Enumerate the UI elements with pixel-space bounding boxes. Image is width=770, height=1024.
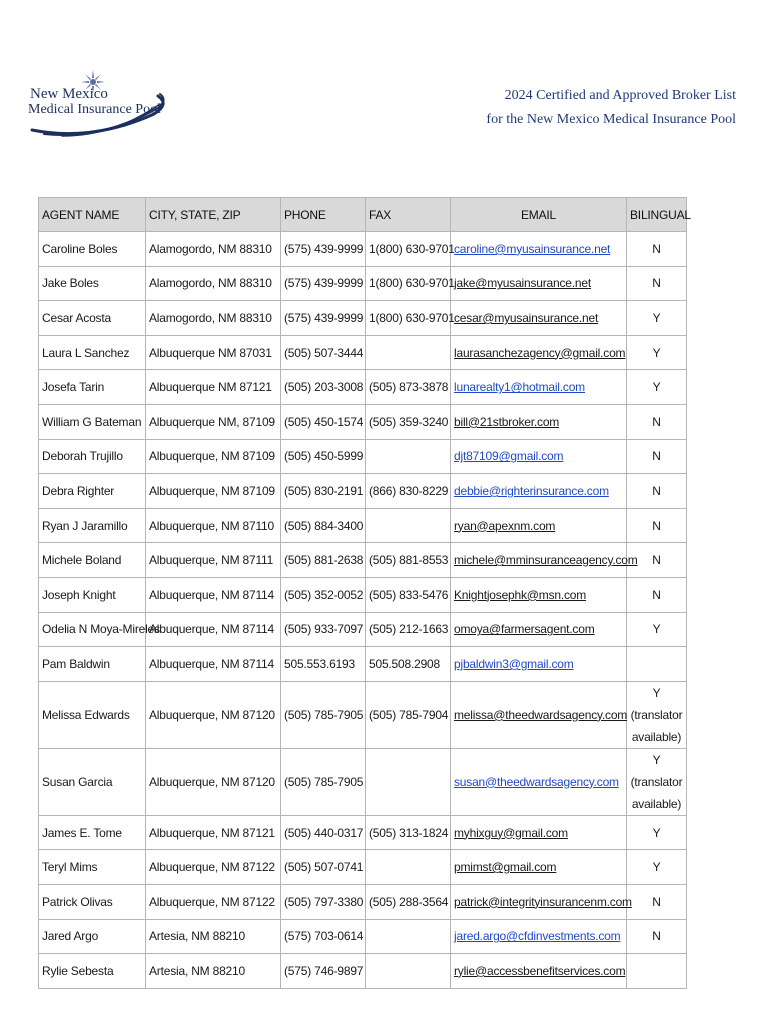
phone-cell: (505) 797-3380 xyxy=(281,884,366,919)
city-cell: Albuquerque, NM 87121 xyxy=(146,815,281,850)
city-cell: Albuquerque NM 87121 xyxy=(146,370,281,405)
bilingual-cell: N xyxy=(627,508,687,543)
table-row xyxy=(39,370,687,405)
agent-name-cell: Cesar Acosta xyxy=(39,301,146,336)
fax-cell xyxy=(366,439,451,474)
phone-cell: (575) 746-9897 xyxy=(281,954,366,989)
col-phone: PHONE xyxy=(281,198,366,232)
email-link[interactable]: susan@theedwardsagency.com xyxy=(454,774,619,789)
agent-name-cell: Laura L Sanchez xyxy=(39,335,146,370)
email-cell xyxy=(451,404,627,439)
fax-cell: (505) 288-3564 xyxy=(366,884,451,919)
city-cell: Albuquerque, NM 87120 xyxy=(146,681,281,748)
fax-cell: 1(800) 630-9701 xyxy=(366,266,451,301)
agent-name-cell: Melissa Edwards xyxy=(39,681,146,748)
email-cell xyxy=(451,884,632,919)
agent-name-cell: Susan Garcia xyxy=(39,748,146,815)
email-cell xyxy=(451,850,627,885)
email-cell xyxy=(451,439,627,474)
email-cell xyxy=(451,577,627,612)
phone-cell: (575) 439-9999 xyxy=(281,266,366,301)
email-cell xyxy=(451,370,627,405)
bilingual-cell: N xyxy=(627,266,687,301)
city-cell: Artesia, NM 88210 xyxy=(146,954,281,989)
fax-cell xyxy=(366,850,451,885)
email-cell xyxy=(451,815,627,850)
table-row xyxy=(39,954,687,989)
city-cell: Albuquerque, NM 87114 xyxy=(146,577,281,612)
table-row xyxy=(39,884,687,919)
email-cell xyxy=(451,301,627,336)
phone-cell: (505) 830-2191 xyxy=(281,474,366,509)
email-cell xyxy=(451,335,627,370)
email-cell xyxy=(451,543,638,578)
phone-cell: (505) 440-0317 xyxy=(281,815,366,850)
bilingual-cell: N xyxy=(627,577,687,612)
agent-name-cell: Deborah Trujillo xyxy=(39,439,146,474)
agent-name-cell: Pam Baldwin xyxy=(39,647,146,682)
phone-cell: (505) 933-7097 xyxy=(281,612,366,647)
table-row xyxy=(39,577,687,612)
bilingual-cell: Y xyxy=(627,815,687,850)
phone-cell: (505) 450-1574 xyxy=(281,404,366,439)
email-link[interactable]: laurasanchezagency@gmail.com xyxy=(454,345,626,360)
phone-cell: (575) 703-0614 xyxy=(281,919,366,954)
bilingual-cell: N xyxy=(627,884,687,919)
city-cell: Alamogordo, NM 88310 xyxy=(146,266,281,301)
email-cell xyxy=(451,232,627,267)
agent-name-cell: Jared Argo xyxy=(39,919,146,954)
bilingual-cell: Y xyxy=(627,612,687,647)
col-email: EMAIL xyxy=(451,198,627,232)
fax-cell xyxy=(366,954,451,989)
fax-cell: (505) 873-3878 xyxy=(366,370,451,405)
broker-table xyxy=(38,197,691,989)
email-cell xyxy=(451,508,627,543)
bilingual-cell: N xyxy=(627,404,687,439)
agent-name-cell: Ryan J Jaramillo xyxy=(39,508,146,543)
email-link[interactable]: patrick@integrityinsurancenm.com xyxy=(454,894,632,909)
fax-cell xyxy=(366,919,451,954)
city-cell: Albuquerque, NM 87122 xyxy=(146,850,281,885)
table-header-row xyxy=(39,198,687,232)
phone-cell: (505) 450-5999 xyxy=(281,439,366,474)
bilingual-cell: Y xyxy=(627,335,687,370)
email-link[interactable]: bill@21stbroker.com xyxy=(454,414,560,429)
email-link[interactable]: debbie@righterinsurance.com xyxy=(454,483,609,498)
email-cell xyxy=(451,954,627,989)
table-row xyxy=(39,681,687,748)
table-row xyxy=(39,647,687,682)
bilingual-cell xyxy=(627,647,687,682)
email-link[interactable]: omoya@farmersagent.com xyxy=(454,622,595,637)
table-row xyxy=(39,850,687,885)
fax-cell: (505) 881-8553 xyxy=(366,543,451,578)
table-row xyxy=(39,612,687,647)
agent-name-cell: Michele Boland xyxy=(39,543,146,578)
table-row xyxy=(39,301,687,336)
fax-cell xyxy=(366,748,451,815)
agent-name-cell: Josefa Tarin xyxy=(39,370,146,405)
bilingual-cell: Y xyxy=(627,370,687,405)
col-agent-name: AGENT NAME xyxy=(39,198,146,232)
agent-name-cell: Joseph Knight xyxy=(39,577,146,612)
city-cell: Alamogordo, NM 88310 xyxy=(146,301,281,336)
bilingual-cell: Y xyxy=(627,301,687,336)
logo-org-line1: New Mexico xyxy=(30,86,108,102)
email-link[interactable]: melissa@theedwardsagency.com xyxy=(454,707,628,722)
email-link[interactable]: jake@myusainsurance.net xyxy=(454,276,591,291)
phone-cell: (575) 439-9999 xyxy=(281,301,366,336)
phone-cell: (505) 785-7905 xyxy=(281,681,366,748)
email-link[interactable]: rylie@accessbenefitservices.com xyxy=(454,963,626,978)
city-cell: Albuquerque, NM 87120 xyxy=(146,748,281,815)
email-cell xyxy=(451,748,627,815)
table-row xyxy=(39,404,687,439)
phone-cell: (505) 785-7905 xyxy=(281,748,366,815)
bilingual-cell: Y (translator available) xyxy=(627,681,687,748)
title-line2: for the New Mexico Medical Insurance Pool xyxy=(486,112,736,127)
fax-cell: (505) 833-5476 xyxy=(366,577,451,612)
city-cell: Albuquerque, NM 87109 xyxy=(146,474,281,509)
email-link[interactable]: michele@mminsuranceagency.com xyxy=(454,553,638,568)
agent-name-cell: Rylie Sebesta xyxy=(39,954,146,989)
bilingual-cell: N xyxy=(627,543,687,578)
city-cell: Albuquerque, NM 87122 xyxy=(146,884,281,919)
city-cell: Albuquerque NM, 87109 xyxy=(146,404,281,439)
email-link[interactable]: jared.argo@cfdinvestments.com xyxy=(454,929,621,944)
bilingual-cell: Y (translator available) xyxy=(627,748,687,815)
phone-cell: (505) 507-3444 xyxy=(281,335,366,370)
city-cell: Albuquerque, NM 87114 xyxy=(146,612,281,647)
col-fax: FAX xyxy=(366,198,451,232)
fax-cell: (866) 830-8229 xyxy=(366,474,451,509)
agent-name-cell: Odelia N Moya-Mireles xyxy=(39,612,146,647)
email-link[interactable]: pjbaldwin3@gmail.com xyxy=(454,656,574,671)
email-cell xyxy=(451,647,627,682)
bilingual-cell: N xyxy=(627,232,687,267)
bilingual-cell: N xyxy=(627,919,687,954)
agent-name-cell: Jake Boles xyxy=(39,266,146,301)
fax-cell: (505) 359-3240 xyxy=(366,404,451,439)
email-link[interactable]: Knightjosephk@msn.com xyxy=(454,587,587,602)
bilingual-cell: N xyxy=(627,474,687,509)
email-cell xyxy=(451,474,627,509)
fax-cell xyxy=(366,508,451,543)
bilingual-cell: N xyxy=(627,439,687,474)
phone-cell: (505) 881-2638 xyxy=(281,543,366,578)
fax-cell: (505) 785-7904 xyxy=(366,681,451,748)
bilingual-cell: Y xyxy=(627,850,687,885)
phone-cell: (505) 352-0052 xyxy=(281,577,366,612)
agent-name-cell: William G Bateman xyxy=(39,404,146,439)
agent-name-cell: Patrick Olivas xyxy=(39,884,146,919)
col-bilingual: BILINGUAL xyxy=(627,198,687,232)
fax-cell: 1(800) 630-9701 xyxy=(366,301,451,336)
table-row xyxy=(39,335,687,370)
email-link[interactable]: caroline@myusainsurance.net xyxy=(454,241,611,256)
col-city-state-zip: CITY, STATE, ZIP xyxy=(146,198,281,232)
fax-cell: (505) 313-1824 xyxy=(366,815,451,850)
phone-cell: 505.553.6193 xyxy=(281,647,366,682)
city-cell: Albuquerque, NM 87109 xyxy=(146,439,281,474)
table-row xyxy=(39,508,687,543)
logo-org-line2: Medical Insurance Pool xyxy=(28,102,161,117)
bilingual-cell xyxy=(627,954,687,989)
email-link[interactable]: djt87109@gmail.com xyxy=(454,449,564,464)
fax-cell: (505) 212-1663 xyxy=(366,612,451,647)
fax-cell: 1(800) 630-9701 xyxy=(366,232,451,267)
email-cell xyxy=(451,681,627,748)
phone-cell: (505) 884-3400 xyxy=(281,508,366,543)
agent-name-cell: Debra Righter xyxy=(39,474,146,509)
table-row xyxy=(39,232,687,267)
table-row xyxy=(39,919,687,954)
email-cell xyxy=(451,612,627,647)
email-cell xyxy=(451,266,627,301)
city-cell: Artesia, NM 88210 xyxy=(146,919,281,954)
document-title xyxy=(486,84,736,132)
email-link[interactable]: cesar@myusainsurance.net xyxy=(454,310,599,325)
agent-name-cell: Teryl Mims xyxy=(39,850,146,885)
phone-cell: (505) 203-3008 xyxy=(281,370,366,405)
table-row xyxy=(39,748,687,815)
email-link[interactable]: myhixguy@gmail.com xyxy=(454,825,568,840)
fax-cell: 505.508.2908 xyxy=(366,647,451,682)
email-link[interactable]: ryan@apexnm.com xyxy=(454,518,556,533)
title-line1: 2024 Certified and Approved Broker List xyxy=(504,88,736,103)
city-cell: Albuquerque NM 87031 xyxy=(146,335,281,370)
table-row xyxy=(39,474,687,509)
agent-name-cell: Caroline Boles xyxy=(39,232,146,267)
city-cell: Alamogordo, NM 88310 xyxy=(146,232,281,267)
agent-name-cell: James E. Tome xyxy=(39,815,146,850)
email-cell xyxy=(451,919,627,954)
city-cell: Albuquerque, NM 87110 xyxy=(146,508,281,543)
table-row xyxy=(39,543,687,578)
table-row xyxy=(39,815,687,850)
fax-cell xyxy=(366,335,451,370)
email-link[interactable]: pmimst@gmail.com xyxy=(454,860,557,875)
phone-cell: (575) 439-9999 xyxy=(281,232,366,267)
table-row xyxy=(39,439,687,474)
pool-logo xyxy=(22,64,172,144)
table-row xyxy=(39,266,687,301)
email-link[interactable]: lunarealty1@hotmail.com xyxy=(454,380,585,395)
city-cell: Albuquerque, NM 87111 xyxy=(146,543,281,578)
city-cell: Albuquerque, NM 87114 xyxy=(146,647,281,682)
phone-cell: (505) 507-0741 xyxy=(281,850,366,885)
